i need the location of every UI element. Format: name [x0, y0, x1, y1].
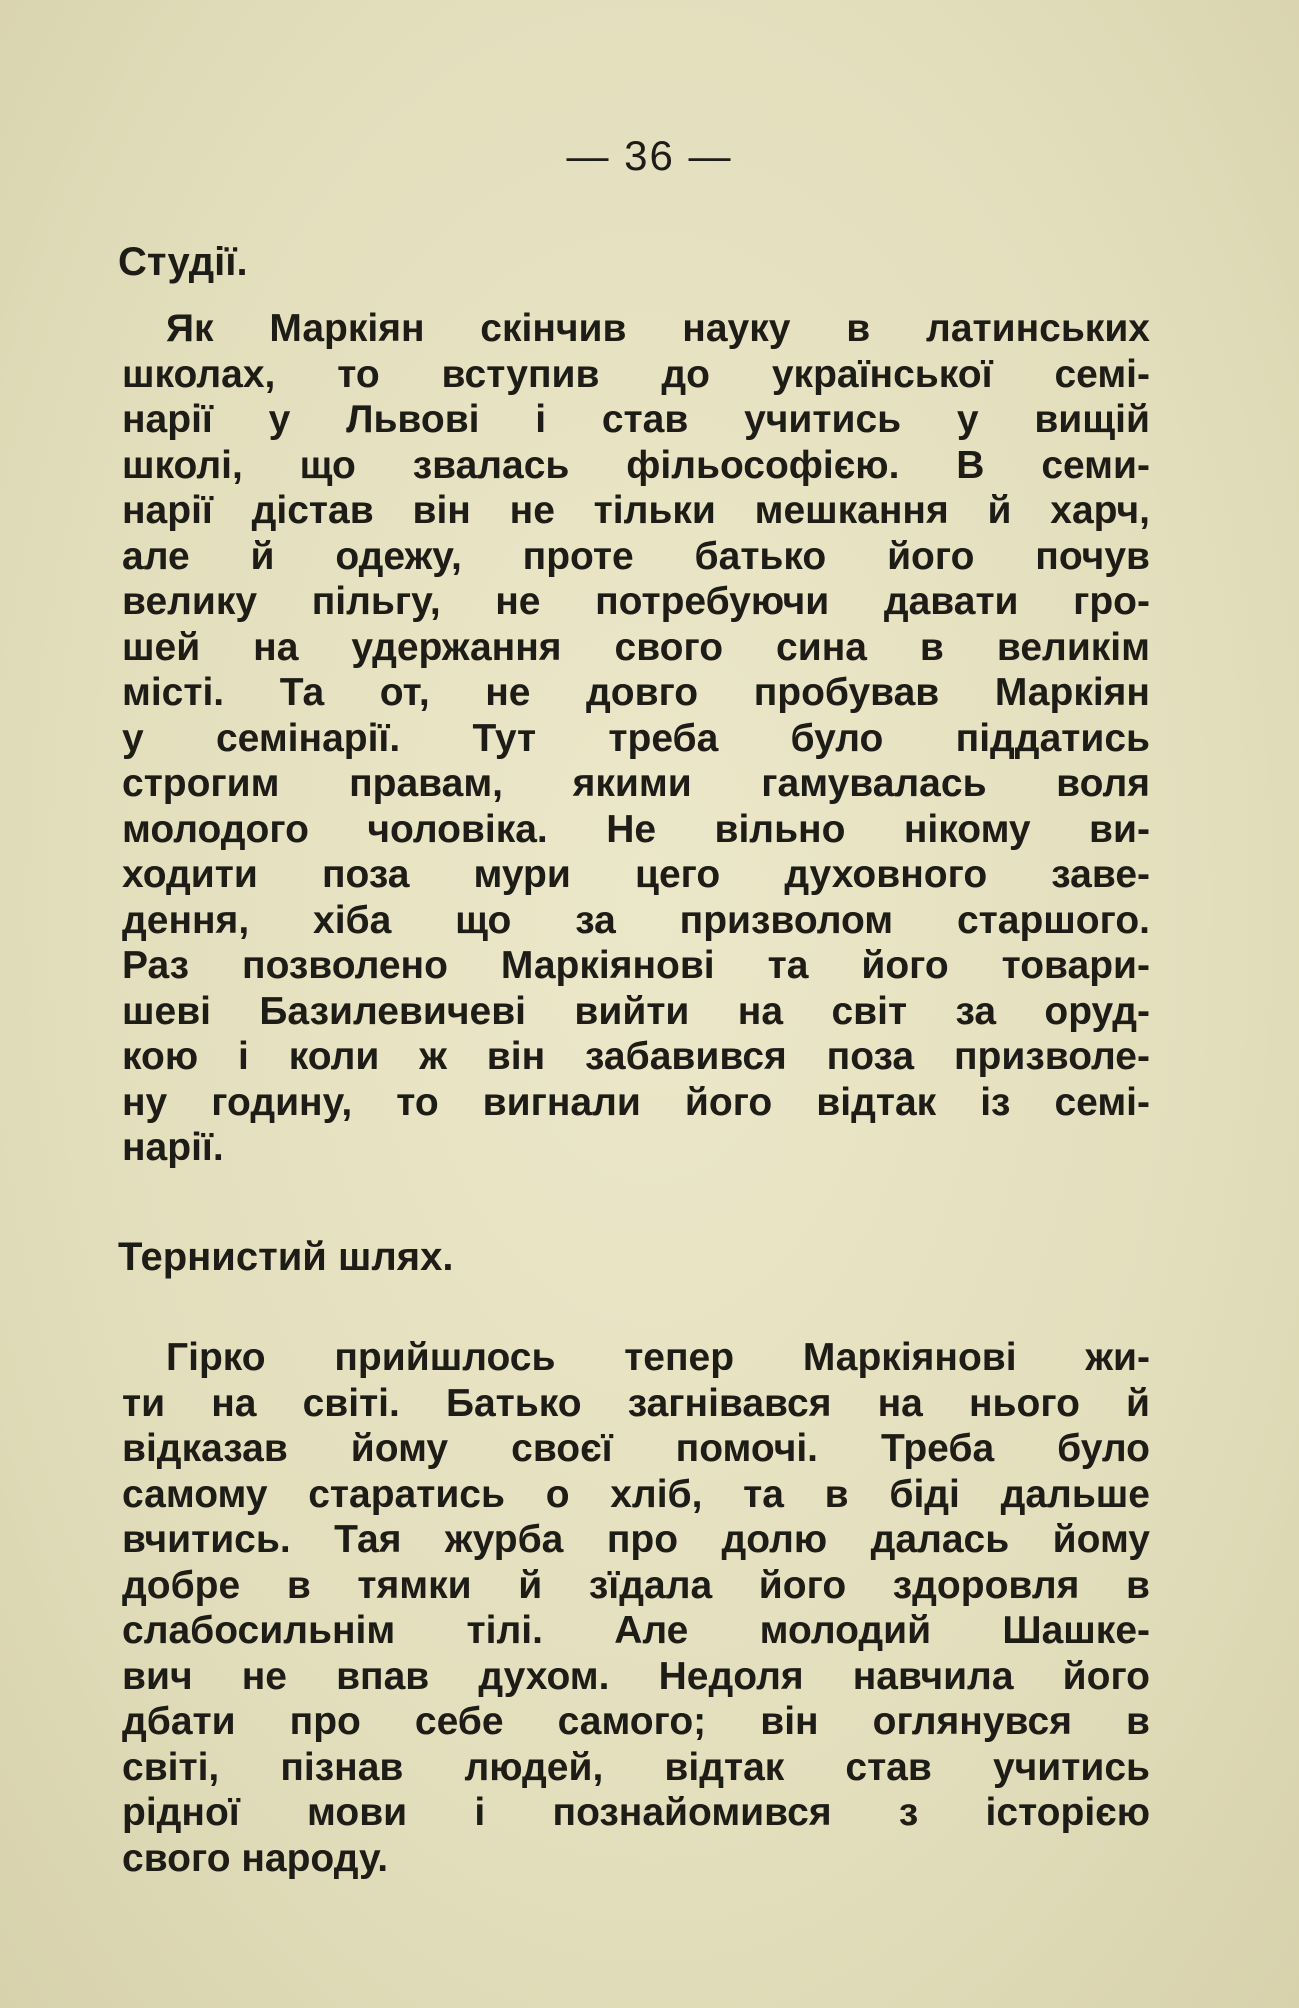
text-line: Як Маркіян скінчив науку в латинських: [166, 307, 1150, 350]
text-line: вич не впав духом. Недоля навчила його: [122, 1654, 1150, 1698]
section-paragraph-studies: [122, 306, 1150, 1171]
text-line: молодого чоловіка. Не вільно нікому ви-: [122, 807, 1150, 851]
text-line: добре в тямки й зїдала його здоровля в: [122, 1563, 1150, 1607]
text-line: ну годину, то вигнали його відтак із семі-: [122, 1080, 1150, 1124]
section-paragraph-thorny-path: [122, 1335, 1150, 1881]
text-line: кою і коли ж він забавився поза призволе-: [122, 1035, 1150, 1078]
page-number: — 36 —: [566, 132, 733, 179]
text-line: вчитись. Тая журба про долю далась йому: [122, 1518, 1150, 1561]
text-line: школі, що звалась фільософією. В семи-: [122, 443, 1150, 487]
text-line: ти на світі. Батько загнівався на нього й: [122, 1381, 1150, 1425]
section-heading-thorny-path: Тернистий шлях.: [118, 1235, 454, 1279]
text-line: ходити поза мури цего духовного заве-: [122, 853, 1150, 896]
text-line: самому старатись о хліб, та в біді дальше: [122, 1472, 1150, 1516]
text-line: дення, хіба що за призволом старшого.: [122, 898, 1150, 942]
text-line: строгим правам, якими гамувалась воля: [122, 762, 1150, 805]
text-line: світі, пізнав людей, відтак став учитись: [122, 1745, 1150, 1789]
text-line: дбати про себе самого; він оглянувся в: [122, 1700, 1150, 1743]
section-heading-studies: Студії.: [118, 240, 248, 284]
text-line: у семінарії. Тут треба було піддатись: [122, 716, 1150, 760]
text-line: слабосильнім тілі. Але молодий Шашке-: [122, 1609, 1150, 1652]
text-line: велику пільгу, не потребуючи давати гро-: [122, 580, 1150, 623]
text-line: школах, то вступив до української семі-: [122, 352, 1150, 396]
text-line: Гірко прийшлось тепер Маркіянові жи-: [166, 1336, 1150, 1379]
text-line: відказав йому своєї помочі. Треба було: [122, 1427, 1150, 1470]
text-line: але й одежу, проте батько його почув: [122, 534, 1150, 578]
text-line: місті. Та от, не довго пробував Маркіян: [122, 671, 1150, 714]
text-line: рідної мови і познайомився з історією: [122, 1791, 1150, 1834]
text-line: Раз позволено Маркіянові та його товари-: [122, 944, 1150, 987]
text-line: нарії дістав він не тільки мешкання й харч,: [122, 489, 1150, 532]
text-line: нарії у Львові і став учитись у вищій: [122, 398, 1150, 441]
text-line: шеві Базилевичеві вийти на світ за оруд-: [122, 989, 1150, 1033]
text-line: шей на удержання свого сина в великім: [122, 625, 1150, 669]
text-line: нарії.: [122, 1126, 224, 1169]
text-line: свого народу.: [122, 1836, 389, 1880]
